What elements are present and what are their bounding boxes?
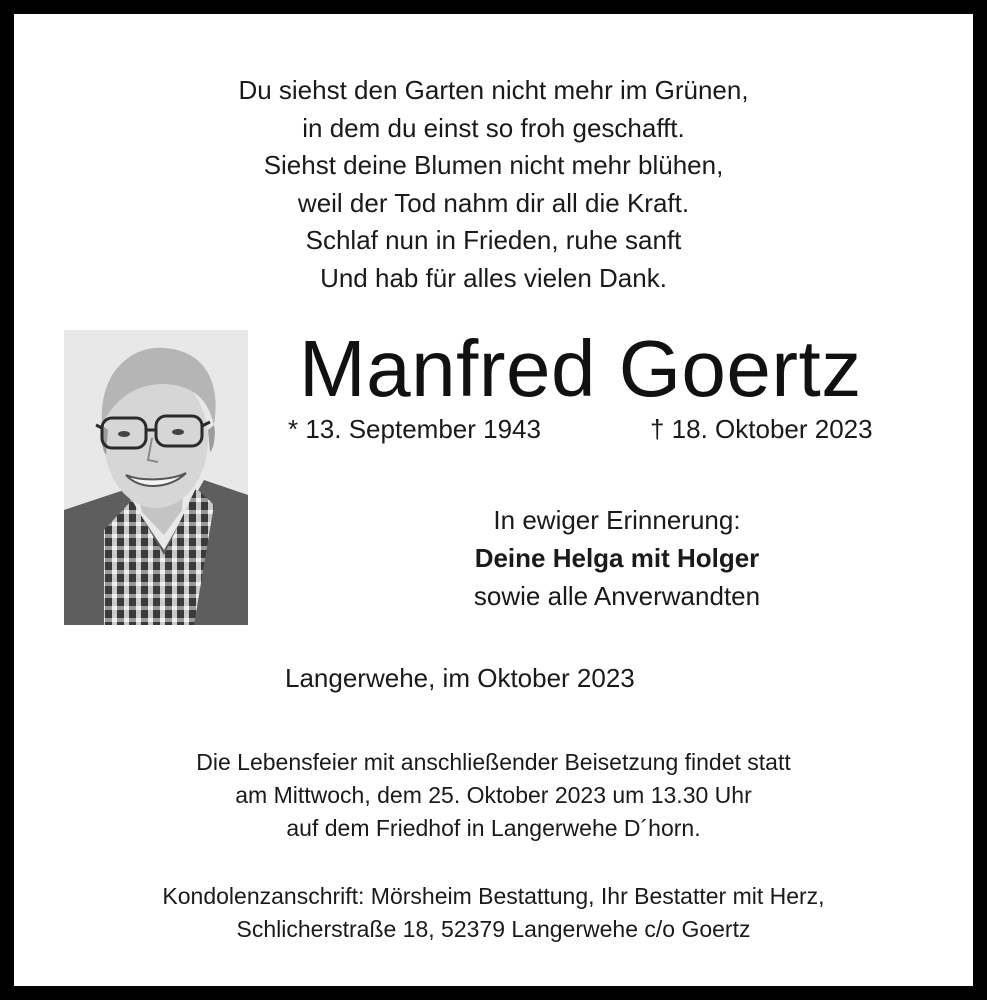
memorial-poem	[14, 72, 973, 297]
ceremony-line: am Mittwoch, dem 25. Oktober 2023 um 13.30 Uhr	[235, 782, 752, 808]
poem-line: in dem du einst so froh geschafft.	[302, 112, 685, 143]
mourner-names: Deine Helga mit Holger	[474, 543, 760, 573]
death-date: † 18. Oktober 2023	[650, 414, 873, 444]
condolence-line: Kondolenzanschrift: Mörsheim Bestattung, Ihr Bestatter mit Herz,	[162, 883, 825, 909]
condolence-address	[14, 880, 973, 946]
mourners-block	[397, 501, 837, 615]
relatives-line: sowie alle Anverwandten	[473, 581, 761, 611]
portrait-photo	[64, 330, 248, 625]
poem-line: Und hab für alles vielen Dank.	[320, 262, 667, 293]
memory-heading: In ewiger Erinnerung:	[493, 505, 741, 535]
ceremony-info	[14, 746, 973, 845]
deceased-name: Manfred Goertz	[299, 324, 862, 413]
ceremony-line: Die Lebensfeier mit anschließender Beisetzung findet statt	[196, 749, 791, 775]
condolence-line: Schlicherstraße 18, 52379 Langerwehe c/o Goertz	[236, 916, 751, 942]
poem-line: Siehst deine Blumen nicht mehr blühen,	[263, 150, 724, 180]
poem-line: Du siehst den Garten nicht mehr im Grünen,	[238, 75, 749, 105]
poem-line: weil der Tod nahm dir all die Kraft.	[297, 187, 690, 218]
ceremony-line: auf dem Friedhof in Langerwehe D´horn.	[286, 815, 701, 841]
birth-date: * 13. September 1943	[288, 414, 541, 444]
place-and-date: Langerwehe, im Oktober 2023	[285, 663, 635, 693]
poem-line: Schlaf nun in Frieden, ruhe sanft	[305, 225, 682, 255]
